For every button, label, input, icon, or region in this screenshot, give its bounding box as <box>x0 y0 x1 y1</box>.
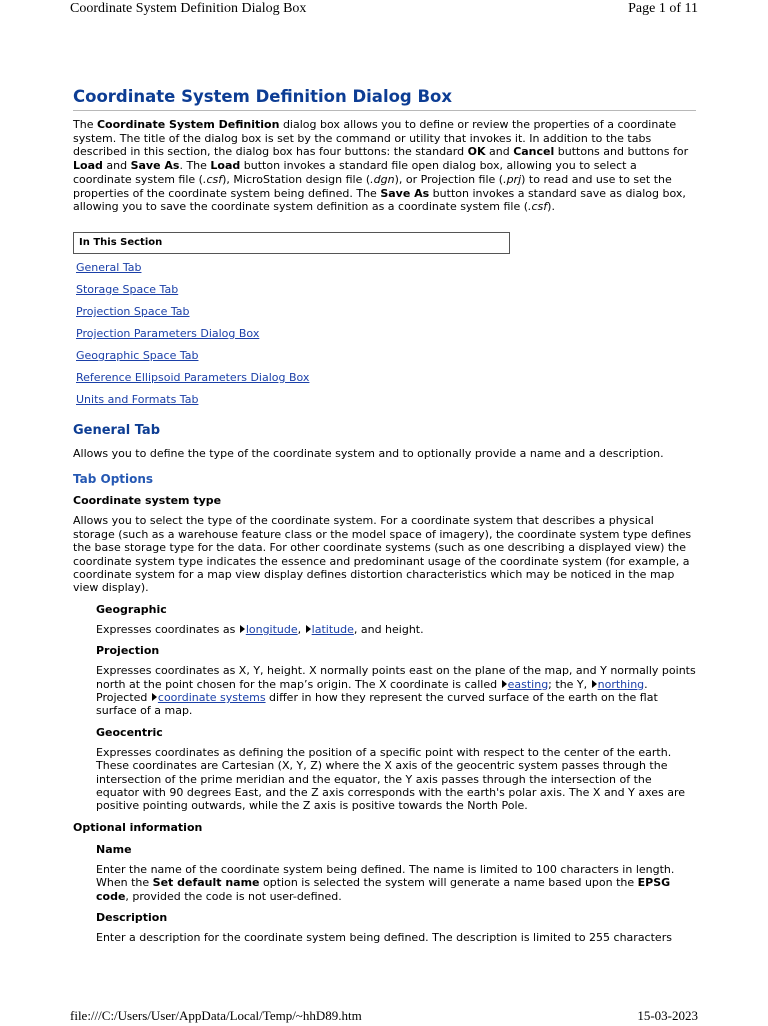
print-footer-date: 15-03-2023 <box>637 1008 698 1023</box>
intro-bold: Load <box>210 159 241 173</box>
in-this-section-box: In This Section <box>73 232 510 254</box>
print-footer-path: file:///C:/Users/User/AppData/Local/Temp/~hhD89.htm <box>70 1008 362 1023</box>
projection-text: differ in how they represent the curved surface of the earth on the flat surface of a map. <box>96 690 658 718</box>
expand-arrow-icon[interactable] <box>502 680 507 688</box>
link-units-formats-tab[interactable]: Units and Formats Tab <box>76 392 199 406</box>
intro-text: ) to read and use to set the properties of the coordinate system being defined. The <box>73 172 672 200</box>
optional-info-heading: Optional information <box>73 820 203 834</box>
link-general-tab[interactable]: General Tab <box>76 260 142 274</box>
intro-bold: Save As <box>130 159 180 173</box>
intro-text: button invokes a standard save as dialog box, allowing you to save the coordinate system definition as a coordinate system file ( <box>73 186 686 214</box>
intro-bold: Coordinate System Definition <box>96 118 280 131</box>
name-text: Enter the name of the coordinate system being defined. The name is limited to 100 characters in length. When the <box>96 862 675 890</box>
link-northing[interactable]: northing <box>597 677 645 691</box>
print-footer <box>70 1008 698 1026</box>
intro-text: . The <box>179 159 211 173</box>
projection-text: . Projected <box>96 677 648 704</box>
section-links-list <box>76 260 696 414</box>
link-latitude[interactable]: latitude <box>311 622 354 636</box>
projection-text: Expresses coordinates as X, Y, height. X normally points east on the plane of the map, and Y normally points north at the point chosen for the map’s origin. The X coordinate is called <box>96 664 696 691</box>
expand-arrow-icon[interactable] <box>306 625 311 633</box>
tab-options-heading: Tab Options <box>73 472 154 487</box>
projection-description <box>73 664 696 718</box>
description-text: Enter a description for the coordinate system being defined. The description is limited to 255 characters <box>96 931 672 945</box>
geographic-heading: Geographic <box>96 602 167 616</box>
link-storage-space-tab[interactable]: Storage Space Tab <box>76 282 179 296</box>
name-description <box>73 863 696 903</box>
expand-arrow-icon[interactable] <box>240 625 245 633</box>
list-item <box>76 282 696 304</box>
description-heading: Description <box>96 911 168 925</box>
page-title: Coordinate System Definition Dialog Box <box>73 86 696 111</box>
list-item <box>76 348 696 370</box>
intro-text: dialog box allows you to define or review the properties of a coordinate system. The title of the dialog box is set by the command or utility that invokes it. In addition to the tabs described in this section, the dialog box has four buttons: the standard <box>73 118 677 159</box>
intro-bold: Load <box>73 159 103 173</box>
intro-italic: .prj <box>503 172 522 186</box>
intro-italic: .csf <box>202 172 223 186</box>
name-text: option is selected the system will generate a name based upon the <box>259 876 638 890</box>
name-heading: Name <box>96 842 132 856</box>
intro-text: ). <box>547 200 555 214</box>
list-item <box>76 304 696 326</box>
print-header-title: Coordinate System Definition Dialog Box <box>70 1 307 16</box>
intro-italic: .dgn <box>370 172 395 186</box>
intro-text: ), or Projection file ( <box>394 172 504 186</box>
intro-text: The <box>73 118 97 131</box>
name-text: , provided the code is not user-defined. <box>125 889 342 903</box>
list-item <box>76 260 696 282</box>
intro-bold: Save As <box>380 186 430 200</box>
intro-bold: OK <box>467 145 486 159</box>
intro-text: ), MicroStation design file ( <box>222 172 371 186</box>
cs-type-heading: Coordinate system type <box>73 494 222 508</box>
link-easting[interactable]: easting <box>507 677 549 691</box>
intro-text: and <box>485 145 514 159</box>
general-tab-description: Allows you to define the type of the coordinate system and to optionally provide a name and a description. <box>73 446 664 460</box>
link-coordinate-systems[interactable]: coordinate systems <box>157 690 266 704</box>
document-content <box>73 86 696 944</box>
general-tab-heading: General Tab <box>73 422 160 438</box>
projection-text: ; the Y, <box>548 677 591 691</box>
link-projection-space-tab[interactable]: Projection Space Tab <box>76 304 190 318</box>
print-header-page: Page 1 of 11 <box>628 1 698 16</box>
geographic-description <box>73 623 696 636</box>
intro-text: button invokes a standard file open dialog box, allowing you to select a coordinate system file ( <box>73 159 637 186</box>
geocentric-description: Expresses coordinates as defining the position of a specific point with respect to the center of the earth. These coordinates are Cartesian (X, Y, Z) where the X axis of the geocentric system passes through the intersection of the prime meridian and the equator, the Y axis passes through the intersection of the equator with 90 degrees East, and the Z axis corresponds with the earth's polar axis. The X and Y axes are positive pointing outwards, while the Z axis is positive towards the North Pole. <box>96 745 686 813</box>
projection-heading: Projection <box>96 644 160 658</box>
geographic-text: , and height. <box>353 622 424 636</box>
intro-text: and <box>102 159 131 173</box>
name-bold: Set default name <box>152 876 260 890</box>
print-header <box>70 0 698 18</box>
intro-italic: .csf <box>528 200 548 214</box>
cs-type-description: Allows you to select the type of the coordinate system. For a coordinate system that describes a physical storage (such as a warehouse feature class or the model space of imagery), the coordinate system type defines the base storage type for the data. For other coordinate systems (such as one describing a displayed view) the coordinate system type indicates the essence and predominant usage of the coordinate system (for example, a coordinate system for a map view display defines distortion characteristics which may be noticed in the map view display). <box>73 514 692 595</box>
link-longitude[interactable]: longitude <box>245 622 298 636</box>
intro-text: buttons and buttons for <box>554 145 689 159</box>
list-item <box>76 392 696 414</box>
intro-paragraph <box>73 118 696 214</box>
intro-bold: Cancel <box>513 145 555 159</box>
list-item <box>76 326 696 348</box>
link-geographic-space-tab[interactable]: Geographic Space Tab <box>76 348 199 362</box>
name-bold: EPSG code <box>96 876 671 903</box>
geographic-text: , <box>297 622 305 636</box>
geographic-text: Expresses coordinates as <box>96 622 239 636</box>
list-item <box>76 370 696 392</box>
expand-arrow-icon[interactable] <box>592 680 597 688</box>
expand-arrow-icon[interactable] <box>152 693 157 701</box>
geocentric-heading: Geocentric <box>96 725 163 739</box>
link-reference-ellipsoid-dialog[interactable]: Reference Ellipsoid Parameters Dialog Box <box>76 370 310 384</box>
link-projection-parameters-dialog[interactable]: Projection Parameters Dialog Box <box>76 326 260 340</box>
